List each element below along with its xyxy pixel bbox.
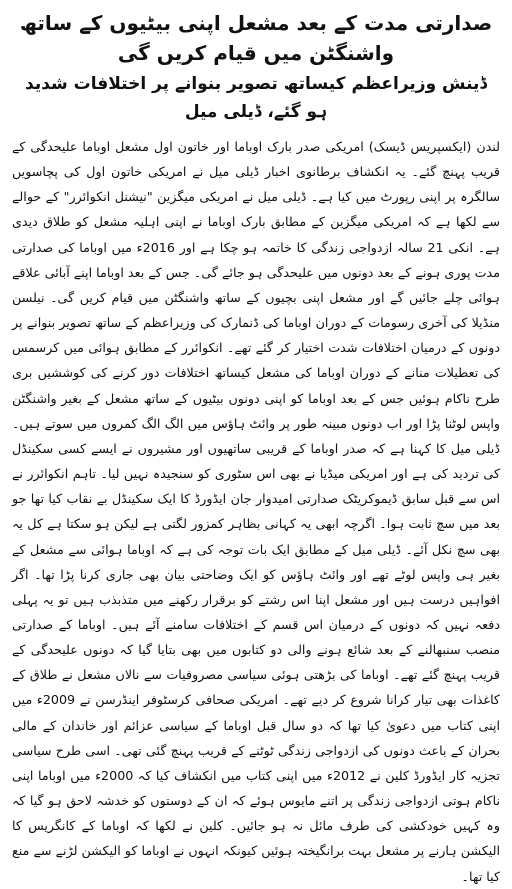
article-headline: صدارتی مدت کے بعد مشعل اپنی بیٹیوں کے ساتھ واشنگٹن میں قیام کریں گی [19,11,493,65]
article-body: لندن (ایکسپریس ڈیسک) امریکی صدر بارک اوباما اور خاتون اول مشعل اوباما علیحدگی کے قریب پہنچ گئے۔ یہ انکشاف برطانوی اخبار ڈیلی میل نے امریکی خاتون اول کی پچاسویں سالگرہ پر اپنی رپورٹ میں کیا ہے۔ ڈیلی میل نے امریکی میگزین "نیشنل انکوائرر" کے حوالے سے لکھا ہے کہ امریکی میگزین کے مطابق بارک اوباما نے اپنی اہلیہ مشعل کو طلاق دیدی ہے۔ انکی 21 سالہ ازدواجی زندگی کا خاتمہ ہو چکا ہے اور 2016ء میں اوباما کی صدارتی مدت پوری ہونے کے بعد دونوں میں علیحدگی ہو جائے گی۔ جس کے بعد اوباما اپنے آبائی علاقے ہوائی چلے جائیں گے اور مشعل اپنی بچیوں کے ساتھ واشنگٹن میں قیام کریں گی۔ نیلسن منڈیلا کی آخری رسومات کے دوران اوباما کی ڈنمارک کی وزیراعظم کے ساتھ تصویر بنوانے پر دونوں کے درمیان اختلافات شدت اختیار کر گئے تھے۔ انکوائرر کے مطابق ہوائی میں کرسمس کی تعطیلات منانے کے دوران اوباما کی مشعل کیساتھ اختلافات دور کرنے کی کوششیں بری طرح ناکام ہوئیں جس کے بعد اوباما کو اپنی دونوں بیٹیوں کے ساتھ مشعل کے بغیر واشنگٹن واپس لوٹنا پڑا اور اب دونوں مبینہ طور پر وائٹ ہاؤس میں الگ الگ کمروں میں سوتے ہیں۔ ڈیلی میل کا کہنا ہے کہ صدر اوباما کے قریبی ساتھیوں اور مشیروں نے ایسے کسی سکینڈل کی تردید کی ہے اور امریکی میڈیا نے بھی اس سٹوری کو سنجیدہ نہیں لیا۔ تاہم انکوائرر نے اس سے قبل سابق ڈیموکریٹک صدارتی امیدوار جان ایڈورڈ کا ایک سکینڈل بے نقاب کیا تھا جو بعد میں سچ ثابت ہوا۔ اگرچہ ابھی یہ کہانی بظاہر کمزور لگتی ہے لیکن ہو سکتا ہے کل یہ بھی سچ نکل آئے۔ ڈیلی میل کے مطابق ایک بات توجہ کی ہے کہ اوباما ہوائی سے مشعل کے بغیر ہی واپس لوٹے تھے اور وائٹ ہاؤس کو ایک وضاحتی بیان بھی جاری کرنا پڑا تھا۔ اگر افواہیں درست ہیں اور مشعل اپنا اس رشتے کو برقرار رکھنے میں متذبذب ہیں تو یہ پہلی دفعہ نہیں کہ دونوں کے درمیان اس قسم کے اختلافات سامنے آئے ہیں۔ اوباما کے صدارتی منصب سنبھالنے کے بعد شائع ہونے والی دو کتابوں میں بھی بتایا گیا کہ دونوں علیحدگی کے قریب پہنچ گئے تھے۔ اوباما کی بڑھتی ہوئی سیاسی مصروفیات سے نالاں مشعل نے طلاق کے کاغذات بھی تیار کرانا شروع کر دیے تھے۔ امریکی صحافی کرسٹوفر اینڈرسن نے 2009ء میں اپنی کتاب میں دعویٰ کیا تھا کہ دو سال قبل اوباما کے سیاسی عزائم اور خاندان کے مالی بحران کے باعث دونوں کی ازدواجی زندگی ٹوٹنے کے قریب پہنچ گئی تھی۔ اسی طرح سیاسی تجزیہ کار ایڈورڈ کلین نے 2012ء میں اپنی کتاب میں انکشاف کیا کہ 2000ء میں اوباما اپنی ناکام ہوتی ازدواجی زندگی پر اتنے مایوس ہوئے کہ ان کے دوستوں کو خدشہ لاحق ہو گیا کہ وہ کہیں خودکشی کی طرف مائل نہ ہو جائیں۔ کلین نے لکھا کہ اوباما کے کانگریس کا الیکشن ہارنے پر مشعل بہت برانگیختہ ہوئیں کیونکہ انہوں نے اوباما کو الیکشن لڑنے سے منع کیا تھا۔ [12,139,500,884]
article-subheadline: ڈینش وزیراعظم کیساتھ تصویر بنوانے پر اختلافات شدید ہو گئے، ڈیلی میل [25,74,487,122]
